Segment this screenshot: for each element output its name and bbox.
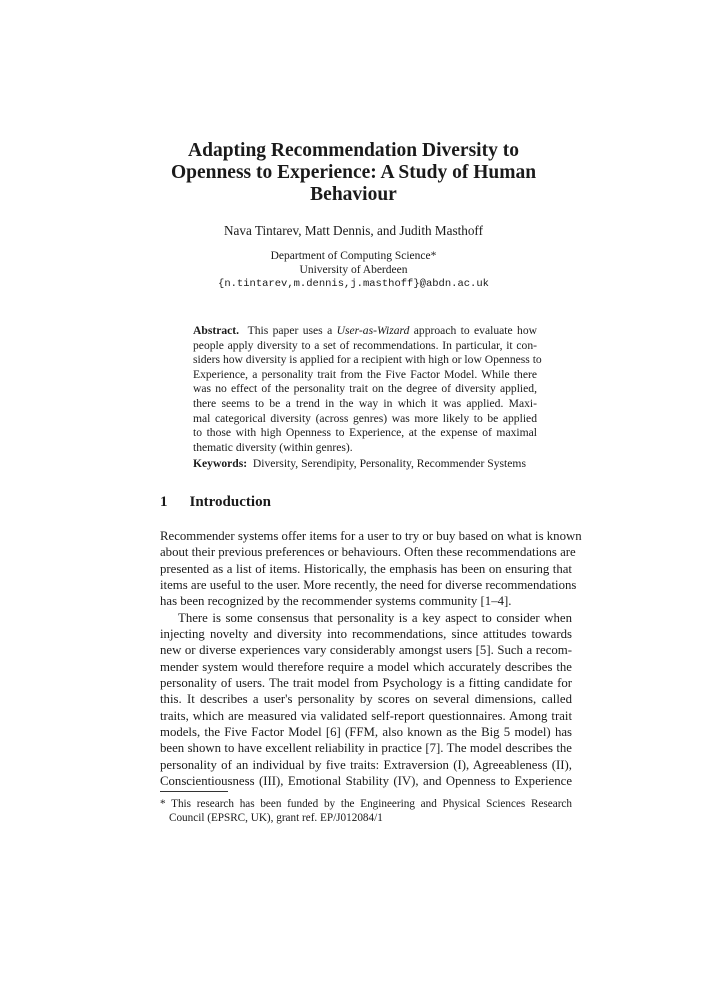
body-line: Conscientiousness (III), Emotional Stability (IV), and Openness to Experience bbox=[160, 774, 572, 789]
footnote-line: * This research has been funded by the Engineering and Physical Sciences Research bbox=[160, 798, 572, 810]
footnote-line: Council (EPSRC, UK), grant ref. EP/J012084/1 bbox=[169, 812, 383, 824]
abstract-line: to those with high Openness to Experience, at the expense of maximal bbox=[193, 426, 537, 440]
body-line: has been recognized by the recommender systems community [1–4]. bbox=[160, 594, 512, 609]
abstract-line: thematic diversity (within genres). bbox=[193, 440, 353, 454]
abstract-label: Abstract. bbox=[193, 324, 240, 337]
abstract bbox=[193, 324, 542, 455]
body-line: items are useful to the user. More recently, the need for diverse recommendations bbox=[160, 578, 577, 593]
body-line: There is some consensus that personality is a key aspect to consider when bbox=[178, 610, 572, 625]
section-title: Introduction bbox=[189, 494, 271, 510]
abstract-line bbox=[193, 324, 537, 339]
body-line: this. It describes a user's personality by scores on several dimensions, called bbox=[160, 692, 572, 707]
affiliation-univ: University of Aberdeen bbox=[299, 264, 408, 276]
authors: Nava Tintarev, Matt Dennis, and Judith Masthoff bbox=[224, 223, 483, 238]
abstract-line: was no effect of the personality trait on the degree of diversity applied, bbox=[193, 382, 537, 396]
footnote bbox=[160, 797, 572, 825]
title-line-2: Openness to Experience: A Study of Human bbox=[170, 162, 537, 183]
section-heading bbox=[160, 494, 271, 511]
affiliation-dept: Department of Computing Science* bbox=[270, 250, 437, 262]
keywords bbox=[193, 457, 537, 470]
abstract-line: Experience, a personality trait from the Five Factor Model. While there bbox=[193, 367, 537, 381]
body-line: new or diverse experiences vary considerably amongst users [5]. Such a recom- bbox=[160, 643, 572, 658]
keywords-label: Keywords: bbox=[193, 457, 248, 470]
body-line: models, the Five Factor Model [6] (FFM, also known as the Big 5 model) has bbox=[160, 725, 572, 740]
body-line: presented as a list of items. Historically, the emphasis has been on ensuring that bbox=[160, 561, 572, 576]
body-text bbox=[160, 528, 582, 790]
section-number: 1 bbox=[160, 494, 168, 510]
title-line-3: Behaviour bbox=[310, 184, 397, 205]
abstract-line: there seems to be a trend in the way in which it was applied. Maxi- bbox=[193, 396, 537, 410]
body-line: traits, which are measured via validated self-report questionnaires. Among trait bbox=[160, 708, 572, 723]
body-line: Recommender systems offer items for a user to try or buy based on what is known bbox=[160, 529, 582, 543]
title-line-1: Adapting Recommendation Diversity to bbox=[188, 140, 519, 161]
body-line: been shown to have excellent reliability in practice [7]. The model describes the bbox=[160, 741, 572, 756]
abstract-line: mal categorical diversity (across genres) was more likely to be applied bbox=[193, 411, 537, 425]
abstract-line: people apply diversity to a set of recommendations. In particular, it con- bbox=[193, 338, 537, 352]
keywords-text: Diversity, Serendipity, Personality, Recommender Systems bbox=[252, 457, 526, 470]
abstract-line: siders how diversity is applied for a recipient with high or low Openness to bbox=[193, 353, 542, 367]
body-line: injecting novelty and diversity into recommendations, since attitudes towards bbox=[160, 627, 572, 642]
body-line: about their previous preferences or behaviours. Often these recommendations are bbox=[160, 545, 576, 560]
body-line: personality of an individual by five traits: Extraversion (I), Agreeableness (II), bbox=[160, 757, 572, 772]
affiliation-email: {n.tintarev,m.dennis,j.masthoff}@abdn.ac.uk bbox=[218, 278, 489, 290]
body-line: mender system would therefore require a model which accurately describes the bbox=[160, 659, 572, 674]
footnote-rule bbox=[160, 791, 228, 792]
body-line: personality of users. The trait model from Psychology is a fitting candidate for bbox=[160, 676, 572, 691]
abstract-line-text: This paper uses a User-as-Wizard approach to evaluate how bbox=[247, 324, 537, 337]
